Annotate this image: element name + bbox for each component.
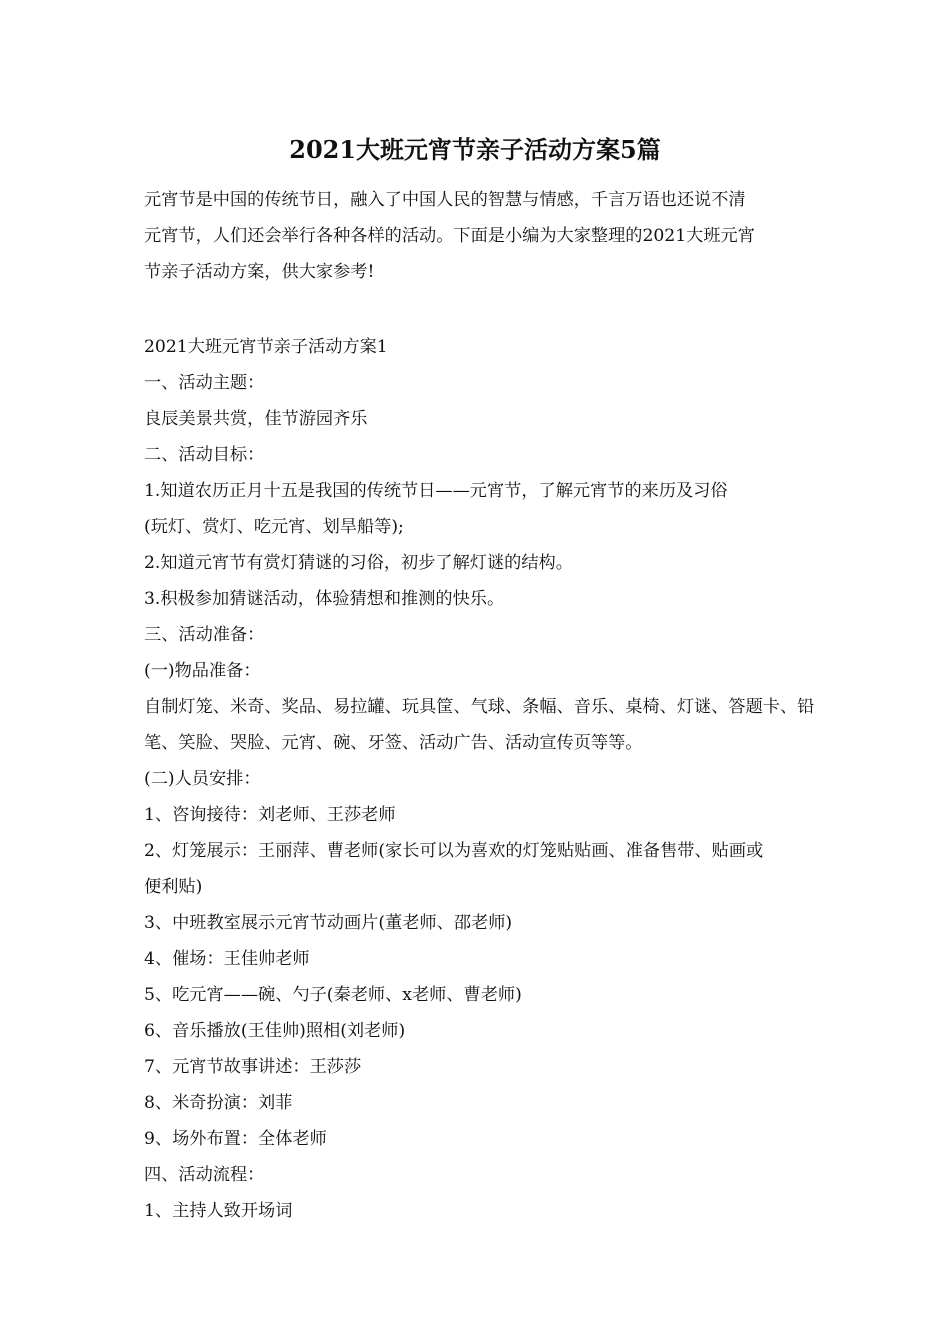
body-line: 6、音乐播放(王佳帅)照相(刘老师) [144, 1021, 406, 1041]
body-line: 二、活动目标： [144, 445, 265, 465]
body-line: 4、催场：王佳帅老师 [144, 949, 310, 969]
body-line: 7、元宵节故事讲述：王莎莎 [144, 1057, 362, 1077]
body-line: 笔、笑脸、哭脸、元宵、碗、牙签、活动广告、活动宣传页等等。 [144, 733, 643, 753]
body-line: 1、主持人致开场词 [144, 1201, 293, 1221]
intro-line: 元宵节，人们还会举行各种各样的活动。下面是小编为大家整理的2021大班元宵 [144, 226, 755, 246]
body-line: 2、灯笼展示：王丽萍、曹老师(家长可以为喜欢的灯笼贴贴画、准备售带、贴画或 [144, 841, 764, 861]
body-line: 良辰美景共赏，佳节游园齐乐 [144, 409, 368, 429]
body-line: 便利贴) [144, 877, 203, 897]
body-line: 1、咨询接待：刘老师、王莎老师 [144, 805, 396, 825]
body-line: (一)物品准备： [144, 661, 261, 681]
body-line: (二)人员安排： [144, 769, 261, 789]
body-line: 8、米奇扮演：刘菲 [144, 1093, 293, 1113]
body-line: 三、活动准备： [144, 625, 265, 645]
intro-line: 元宵节是中国的传统节日，融入了中国人民的智慧与情感，千言万语也还说不清 [144, 190, 746, 210]
body-line: 四、活动流程： [144, 1165, 265, 1185]
intro-paragraph [144, 182, 812, 290]
intro-line: 节亲子活动方案，供大家参考! [144, 262, 375, 282]
body-line: 自制灯笼、米奇、奖品、易拉罐、玩具筐、气球、条幅、音乐、桌椅、灯谜、答题卡、铅 [144, 697, 815, 717]
body-line: 一、活动主题： [144, 373, 265, 393]
body-line: 5、吃元宵——碗、勺子(秦老师、x老师、曹老师) [144, 985, 522, 1005]
body-line: 3.积极参加猜谜活动，体验猜想和推测的快乐。 [144, 589, 505, 609]
body-line: (玩灯、赏灯、吃元宵、划旱船等); [144, 517, 404, 537]
document-title: 2021大班元宵节亲子活动方案5篇 [289, 135, 661, 164]
document-body [144, 329, 815, 1229]
body-line: 2.知道元宵节有赏灯猜谜的习俗，初步了解灯谜的结构。 [144, 553, 573, 573]
body-line: 9、场外布置：全体老师 [144, 1129, 327, 1149]
section-heading: 2021大班元宵节亲子活动方案1 [144, 337, 388, 357]
body-line: 3、中班教室展示元宵节动画片(董老师、邵老师) [144, 913, 513, 933]
body-line: 1.知道农历正月十五是我国的传统节日——元宵节，了解元宵节的来历及习俗 [144, 481, 728, 501]
